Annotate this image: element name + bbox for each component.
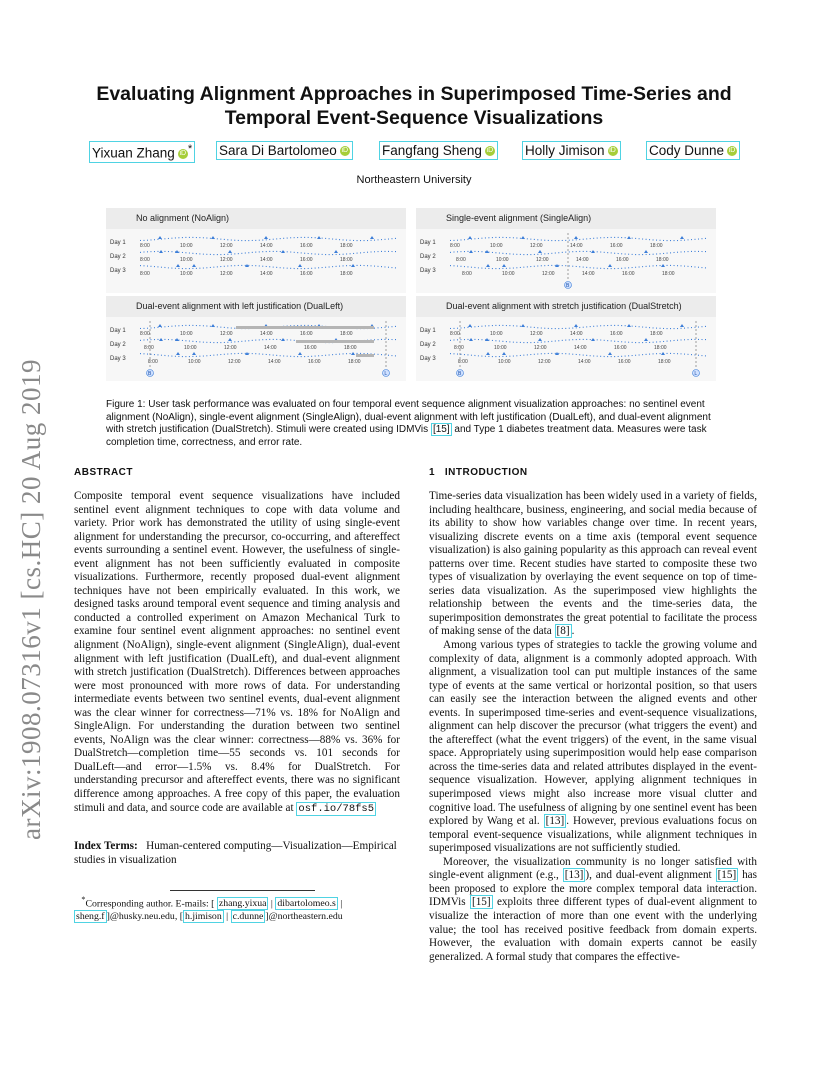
panel-title: Dual-event alignment with left justification (DualLeft) (106, 296, 406, 317)
figure-panel-singlealign (416, 208, 716, 293)
author-name: Fangfang Sheng (382, 143, 482, 158)
event-marker (192, 264, 196, 267)
time-tick-label: 10:00 (490, 331, 503, 337)
email-link[interactable]: sheng.f (76, 910, 105, 922)
affiliation: Northeastern University (356, 174, 472, 186)
event-marker (591, 250, 595, 253)
time-tick-label: 16:00 (618, 359, 631, 365)
panel-visual (106, 317, 406, 381)
time-tick-label: 14:00 (264, 345, 277, 351)
paragraph-text: Among various types of strategies to tackle the growing volume and complexity of data, alignment is a commonly adopted approach. With alignment, a visualization tool can put multiple instances of the same type of events at the same vertical or horizontal position, so that users can easily see the interaction between the aligned events and other events. In superimposed time-series and event-sequence visualizations, alignment can help discover the precursor (what triggers the event) and the aftereffect (what the event triggers) of the event, in the same visual space. Appropriately using superimposition would help ease comparison across the time-series data and related attributes displayed in the event-sequence visualization. However, applying alignment techniques in superimposed views might also increase more visual clutter and cognitive load. The usefulness of aligning by one sentinel event has been explored by Wang et al. (429, 639, 757, 828)
event-marker (486, 352, 490, 355)
author-name: Yixuan Zhang (92, 145, 175, 161)
event-marker (680, 236, 684, 239)
time-tick-label: 12:00 (542, 271, 555, 277)
paragraph (429, 856, 757, 964)
day-label: Day 3 (110, 356, 126, 362)
day-label: Day 1 (420, 328, 436, 334)
time-tick-label: 16:00 (300, 271, 313, 277)
abstract-body (74, 490, 400, 816)
paragraph (429, 639, 757, 856)
time-tick-label: 12:00 (530, 243, 543, 249)
event-marker (211, 236, 215, 239)
time-tick-label: 12:00 (228, 359, 241, 365)
panel-visual (416, 317, 716, 381)
footnote-text: Corresponding author. E-mails: [ (85, 898, 215, 910)
section-number: 1 (429, 467, 436, 478)
event-marker (538, 250, 542, 253)
time-tick-label: 16:00 (616, 257, 629, 263)
time-tick-label: 8:00 (140, 257, 150, 263)
paragraph-text: Moreover, the visualization community is no longer satisfied with single-event alignment (e.g., (429, 855, 757, 882)
time-tick-label: 18:00 (662, 271, 675, 277)
index-terms (74, 840, 400, 867)
time-tick-label: 16:00 (614, 345, 627, 351)
paragraph-text: . (571, 625, 575, 638)
osf-link[interactable]: osf.io/78fs5 (298, 802, 375, 815)
index-terms-label: Index Terms: (74, 840, 138, 852)
sentinel-b-label: B (148, 371, 152, 377)
introduction-body (429, 490, 757, 964)
time-tick-label: 8:00 (450, 331, 460, 337)
figure-caption (106, 399, 726, 449)
time-tick-label: 16:00 (300, 243, 313, 249)
time-tick-label: 10:00 (494, 345, 507, 351)
time-tick-label: 16:00 (622, 271, 635, 277)
time-tick-label: 12:00 (536, 257, 549, 263)
padding-band (296, 340, 374, 343)
time-tick-label: 18:00 (340, 243, 353, 249)
event-marker (370, 236, 374, 239)
time-tick-label: 8:00 (144, 345, 154, 351)
paragraph-text: ), and dual-event alignment (585, 869, 716, 882)
time-tick-label: 10:00 (180, 271, 193, 277)
orcid-icon[interactable]: iD (728, 147, 736, 155)
day-label: Day 1 (110, 240, 126, 246)
time-tick-label: 12:00 (530, 331, 543, 337)
event-marker (486, 264, 490, 267)
time-tick-label: 10:00 (180, 243, 193, 249)
time-tick-label: 18:00 (654, 345, 667, 351)
time-tick-label: 16:00 (610, 331, 623, 337)
email-link[interactable]: c.dunne (232, 910, 264, 922)
citation-link[interactable]: [13] (545, 815, 565, 828)
time-tick-label: 8:00 (458, 359, 468, 365)
padding-band (356, 354, 374, 357)
day-label: Day 3 (110, 268, 126, 274)
time-tick-label: 14:00 (570, 243, 583, 249)
event-marker (228, 250, 232, 253)
time-tick-label: 10:00 (180, 331, 193, 337)
introduction-heading (429, 467, 528, 478)
time-tick-label: 8:00 (148, 359, 158, 365)
event-marker (521, 236, 525, 239)
orcid-icon[interactable]: iD (609, 147, 616, 155)
author-name: Holly Jimison (525, 143, 605, 158)
event-marker (680, 324, 684, 327)
author-mark: * (187, 143, 193, 155)
event-marker (317, 236, 321, 239)
author-link[interactable] (646, 141, 740, 160)
event-marker (661, 352, 665, 355)
time-tick-label: 16:00 (300, 331, 313, 337)
event-marker (591, 338, 595, 341)
time-tick-label: 8:00 (456, 257, 466, 263)
time-tick-label: 12:00 (220, 331, 233, 337)
time-tick-label: 12:00 (220, 257, 233, 263)
time-tick-label: 18:00 (340, 331, 353, 337)
email-link[interactable]: h.jimison (184, 910, 222, 922)
day-label: Day 3 (420, 268, 436, 274)
time-tick-label: 10:00 (490, 243, 503, 249)
footnote-mark: * (81, 895, 86, 904)
orcid-icon[interactable]: iD (486, 147, 494, 155)
event-marker (298, 264, 302, 267)
citation-link[interactable]: [15] (432, 424, 450, 436)
event-marker (469, 338, 473, 341)
event-marker (298, 352, 302, 355)
time-tick-label: 12:00 (220, 243, 233, 249)
time-tick-label: 12:00 (538, 359, 551, 365)
footnote: *Corresponding author. E-mails: [ zhang.yixua | dibartolomeo.s | sheng.f ]@husky.neu.edu, [ h.jimison | c.dunne ]@northeastern.edu (76, 895, 343, 922)
event-marker (351, 264, 355, 267)
author-list (0, 141, 828, 163)
time-tick-label: 14:00 (582, 271, 595, 277)
author-link[interactable] (379, 141, 498, 160)
paragraph (429, 490, 757, 639)
event-marker (159, 338, 163, 341)
event-marker (661, 264, 665, 267)
figure-1 (106, 208, 722, 382)
abstract-heading: ABSTRACT (74, 467, 133, 478)
time-tick-label: 14:00 (576, 257, 589, 263)
time-tick-label: 10:00 (502, 271, 515, 277)
footnote-text: ]@northeastern.edu (265, 910, 343, 922)
time-tick-label: 10:00 (180, 257, 193, 263)
event-marker (627, 324, 631, 327)
panel-title: No alignment (NoAlign) (106, 208, 406, 229)
time-tick-label: 10:00 (498, 359, 511, 365)
figure-panel-noalign (106, 208, 406, 293)
day-label: Day 3 (420, 356, 436, 362)
author-link[interactable] (216, 141, 353, 160)
event-marker (159, 250, 163, 253)
event-marker (627, 236, 631, 239)
figure-panel-dualleft (106, 296, 406, 381)
time-tick-label: 8:00 (140, 271, 150, 277)
time-tick-label: 18:00 (658, 359, 671, 365)
day-label: Day 2 (110, 254, 126, 260)
day-label: Day 1 (110, 328, 126, 334)
time-tick-label: 14:00 (260, 257, 273, 263)
time-tick-label: 10:00 (184, 345, 197, 351)
sentinel-b-label: B (566, 283, 570, 289)
email-link[interactable]: zhang.yixua (218, 898, 267, 910)
time-tick-label: 8:00 (454, 345, 464, 351)
event-marker (644, 250, 648, 253)
author-link[interactable] (89, 141, 195, 163)
padding-band (236, 326, 374, 329)
time-tick-label: 16:00 (308, 359, 321, 365)
event-marker (176, 352, 180, 355)
sentinel-b-label: B (458, 371, 462, 377)
time-tick-label: 12:00 (224, 345, 237, 351)
day-label: Day 1 (420, 240, 436, 246)
day-label: Day 2 (420, 254, 436, 260)
event-marker (469, 250, 473, 253)
panel-title: Dual-event alignment with stretch justification (DualStretch) (416, 296, 716, 317)
day-label: Day 2 (420, 342, 436, 348)
event-marker (574, 324, 578, 327)
paragraph-text: . However, previous evaluations focus on temporal event-sequence visualizations, while alignment techniques in superimposed visualizations are not sufficiently studied. (429, 815, 758, 855)
citation-link[interactable]: [13] (564, 869, 584, 882)
citation-link[interactable]: [15] (471, 896, 491, 909)
index-terms-text: Human-centered computing—Visualization—Empirical studies in visualization (74, 840, 397, 866)
day-label: Day 2 (110, 342, 126, 348)
time-tick-label: 14:00 (268, 359, 281, 365)
time-tick-label: 18:00 (650, 243, 663, 249)
time-tick-label: 16:00 (610, 243, 623, 249)
event-marker (538, 338, 542, 341)
paragraph-text: Time-series data visualization has been widely used in a variety of fields, including healthcare, business, engineering, and social media because of its ability to show how variables change over time. In recent years, visualizing discrete events on a time axis (temporal event sequence visualization) is also gaining popularity as this approach can reveal event patterns over time. Recent studies have started to composite these two types of visualization by overlaying the event sequence on top of time-series data visualization. As the superimposed view highlights the relationship between the events and the time-series data, the superimposition demonstrates the great potential to facilitate the process of making sense of the data (429, 490, 757, 638)
orcid-icon[interactable]: iD (341, 147, 349, 155)
email-link[interactable]: dibartolomeo.s (277, 898, 336, 910)
time-tick-label: 14:00 (260, 331, 273, 337)
time-tick-label: 18:00 (344, 345, 357, 351)
paragraph-text: has been proposed to explore the more complex temporal data interaction. IDMVis (429, 869, 757, 909)
time-tick-label: 14:00 (260, 243, 273, 249)
footnote-text: ]@husky.neu.edu, [ (106, 910, 183, 922)
time-tick-label: 14:00 (578, 359, 591, 365)
time-tick-label: 14:00 (260, 271, 273, 277)
event-marker (192, 352, 196, 355)
time-tick-label: 18:00 (348, 359, 361, 365)
caption-text: Figure 1: User task performance was evaluated on four temporal event sequence alignment visualization approaches: no sentinel event alignment (NoAlign), single-event alignment (SingleAlign), dual-event alignment with left justification (DualLeft), and dual-event alignment with stretch justification (DualStretch). Stimuli were created using IDMVis (106, 399, 711, 436)
arxiv-identifier[interactable]: arXiv:1908.07316v1 [cs.HC] 20 Aug 2019 (16, 359, 46, 840)
time-tick-label: 12:00 (220, 271, 233, 277)
time-tick-label: 8:00 (462, 271, 472, 277)
panel-visual (416, 229, 716, 293)
time-tick-label: 12:00 (534, 345, 547, 351)
event-marker (211, 324, 215, 327)
time-tick-label: 8:00 (140, 243, 150, 249)
paper-title: Evaluating Alignment Approaches in Superimposed Time-Series and Temporal Event-Sequence Visualizations (96, 83, 732, 129)
event-marker (158, 324, 162, 327)
time-tick-label: 18:00 (656, 257, 669, 263)
panel-visual (106, 229, 406, 293)
event-marker (608, 352, 612, 355)
time-tick-label: 14:00 (570, 331, 583, 337)
event-marker (351, 352, 355, 355)
sentinel-l-label: L (694, 371, 698, 377)
time-tick-label: 18:00 (340, 271, 353, 277)
event-marker (468, 236, 472, 239)
event-marker (264, 236, 268, 239)
time-tick-label: 8:00 (450, 243, 460, 249)
event-marker (468, 324, 472, 327)
event-marker (502, 352, 506, 355)
time-tick-label: 10:00 (496, 257, 509, 263)
footnote-rule (170, 890, 315, 891)
time-tick-label: 10:00 (188, 359, 201, 365)
time-tick-label: 14:00 (574, 345, 587, 351)
author-name: Cody Dunne (649, 143, 725, 158)
section-title: INTRODUCTION (444, 467, 528, 478)
time-tick-label: 18:00 (340, 257, 353, 263)
abstract-text: Composite temporal event sequence visualizations have included sentinel event alignment techniques to cope with data volume and variety. Prior work has demonstrated the utility of using single-event alignment for understanding the precursor, co-occurring, and aftereffect events surrounding a sentinel event. However, the usefulness of single-event alignment has not been sufficiently evaluated in composite visualizations. Furthermore, recently proposed dual-event alignment techniques have not been empirically evaluated. In this work, we designed tasks around temporal event sequence and timing analysis and conducted a controlled experiment on Amazon Mechanical Turk to examine four sentinel event alignment approaches: no sentinel event alignment (NoAlign), single-event alignment (SingleAlign), dual-event alignment with left justification (DualLeft), and dual-event alignment with stretch justification (DualStretch). Differences between approaches were most pronounced with more rows of data. For understanding intermediate events between two sentinel events, dual-event alignment was the clear winner for correctness—71% vs. 18% for NoAlign and SingleAlign. For understanding the duration between two sentinel events, NoAlign was the clear winner: correctness—88% vs. 36% for DualStretch—completion time—55 seconds vs. 101 seconds for DualLeft—and error—1.5% vs. 8.4% for DualStretch. For understanding precursor and aftereffect events, there was no significant difference among approaches. A free copy of this paper, the evaluation stimuli and data, and source code are available at (74, 490, 400, 814)
time-tick-label: 16:00 (300, 257, 313, 263)
event-marker (502, 264, 506, 267)
event-marker (158, 236, 162, 239)
caption-text: and Type 1 diabetes treatment data. Measures were task completion time, correctness, and error rate. (106, 424, 707, 448)
event-marker (281, 338, 285, 341)
event-marker (334, 250, 338, 253)
author-name: Sara Di Bartolomeo (219, 143, 337, 158)
event-marker (574, 236, 578, 239)
figure-panel-dualstretch (416, 296, 716, 381)
event-marker (521, 324, 525, 327)
citation-link[interactable]: [15] (717, 869, 737, 882)
event-marker (228, 338, 232, 341)
event-marker (176, 264, 180, 267)
panel-title: Single-event alignment (SingleAlign) (416, 208, 716, 229)
paragraph-text: exploits three different types of dual-event alignment to visualize the interaction of more than one event with the underlying value; the tool has received positive feedback from domain experts. However, the evaluation with domain experts cannot be easily generalized. A formal study that compares the effective- (429, 896, 757, 963)
event-marker (281, 250, 285, 253)
time-tick-label: 18:00 (650, 331, 663, 337)
time-tick-label: 16:00 (304, 345, 317, 351)
citation-link[interactable]: [8] (556, 625, 570, 638)
time-tick-label: 8:00 (140, 331, 150, 337)
orcid-icon[interactable]: iD (179, 149, 187, 157)
sentinel-l-label: L (384, 371, 388, 377)
event-marker (608, 264, 612, 267)
event-marker (644, 338, 648, 341)
author-link[interactable] (522, 141, 621, 160)
